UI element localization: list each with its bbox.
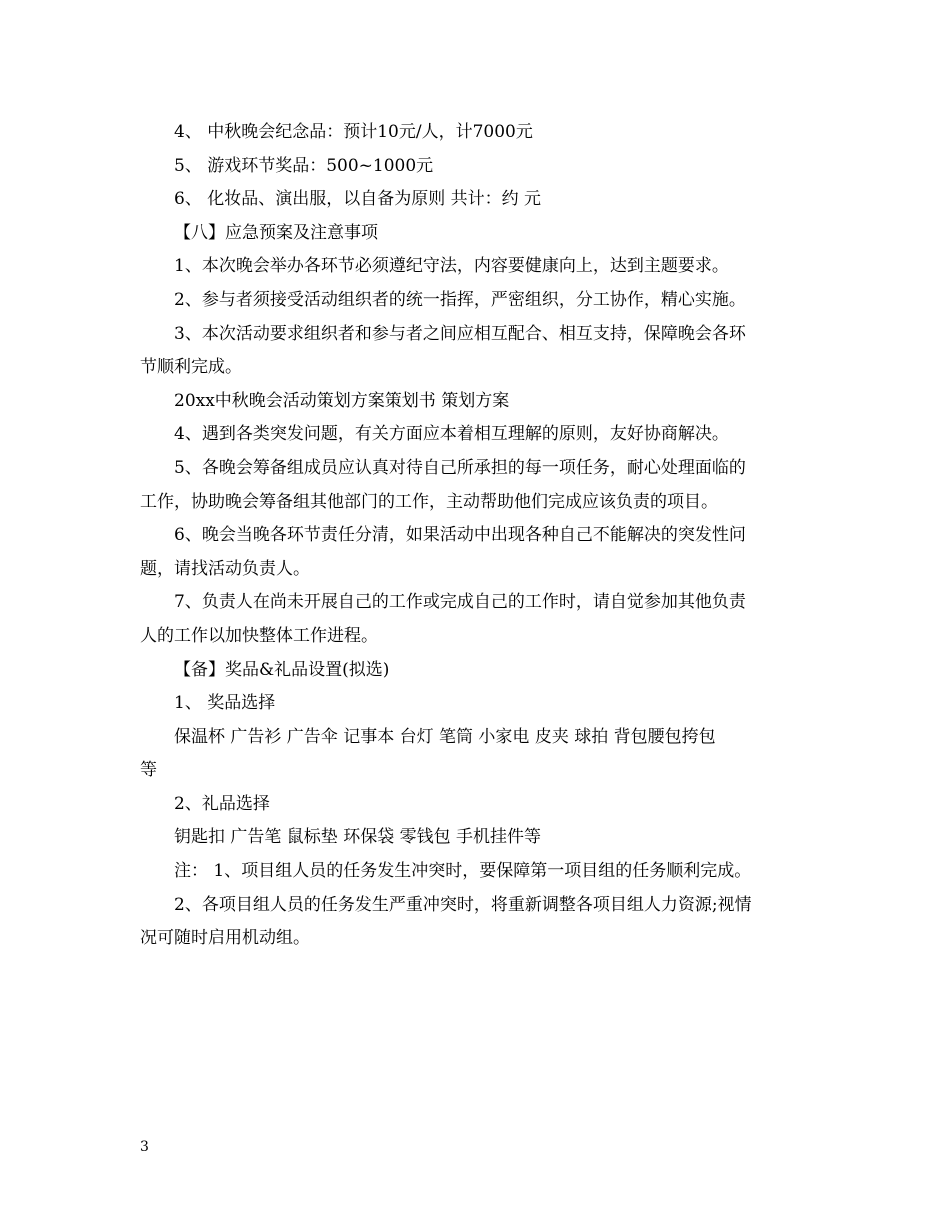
text-line: 2、参与者须接受活动组织者的统一指挥，严密组织，分工协作，精心实施。 xyxy=(174,289,746,310)
document-body xyxy=(140,116,812,956)
text-line: 4、 中秋晚会纪念品：预计10元/人，计7000元 xyxy=(174,122,533,142)
text-line: 7、负责人在尚未开展自己的工作或完成自己的工作时，请自觉参加其他负责 xyxy=(174,592,746,613)
text-line: 保温杯 广告衫 广告伞 记事本 台灯 笔筒 小家电 皮夹 球拍 背包腰包挎包 xyxy=(174,726,716,747)
text-line: 1、 奖品选择 xyxy=(174,693,276,714)
text-line: 节顺利完成。 xyxy=(140,357,242,378)
text-line: 6、 化妆品、演出服，以自备为原则 共计：约 元 xyxy=(174,189,542,210)
text-line: 【八】应急预案及注意事项 xyxy=(174,222,378,243)
text-line: 题，请找活动负责人。 xyxy=(140,558,310,579)
text-line: 【备】奖品&礼品设置(拟选) xyxy=(174,659,390,680)
text-line: 5、各晚会筹备组成员应认真对待自己所承担的每一项任务，耐心处理面临的 xyxy=(174,457,746,478)
text-line: 2、各项目组人员的任务发生严重冲突时，将重新调整各项目组人力资源;视情 xyxy=(174,894,752,915)
text-line: 6、晚会当晚各环节责任分清，如果活动中出现各种自己不能解决的突发性问 xyxy=(174,525,746,546)
text-line: 20xx中秋晚会活动策划方案策划书 策划方案 xyxy=(174,390,510,411)
text-line: 3、本次活动要求组织者和参与者之间应相互配合、相互支持，保障晚会各环 xyxy=(174,323,746,344)
text-line: 2、礼品选择 xyxy=(174,793,270,814)
page-number: 3 xyxy=(140,1139,149,1155)
text-line: 1、本次晚会举办各环节必须遵纪守法，内容要健康向上，达到主题要求。 xyxy=(174,256,729,277)
text-line: 5、 游戏环节奖品：500~1000元 xyxy=(174,155,434,176)
text-line: 注： 1、项目组人员的任务发生冲突时，要保障第一项目组的任务顺利完成。 xyxy=(174,861,752,882)
text-line: 人的工作以加快整体工作进程。 xyxy=(140,625,378,646)
text-line: 等 xyxy=(140,760,157,781)
text-line: 4、遇到各类突发问题，有关方面应本着相互理解的原则，友好协商解决。 xyxy=(174,424,729,445)
text-line: 工作，协助晚会筹备组其他部门的工作，主动帮助他们完成应该负责的项目。 xyxy=(140,491,718,512)
text-line: 况可随时启用机动组。 xyxy=(140,928,310,949)
text-line: 钥匙扣 广告笔 鼠标垫 环保袋 零钱包 手机挂件等 xyxy=(174,827,542,848)
